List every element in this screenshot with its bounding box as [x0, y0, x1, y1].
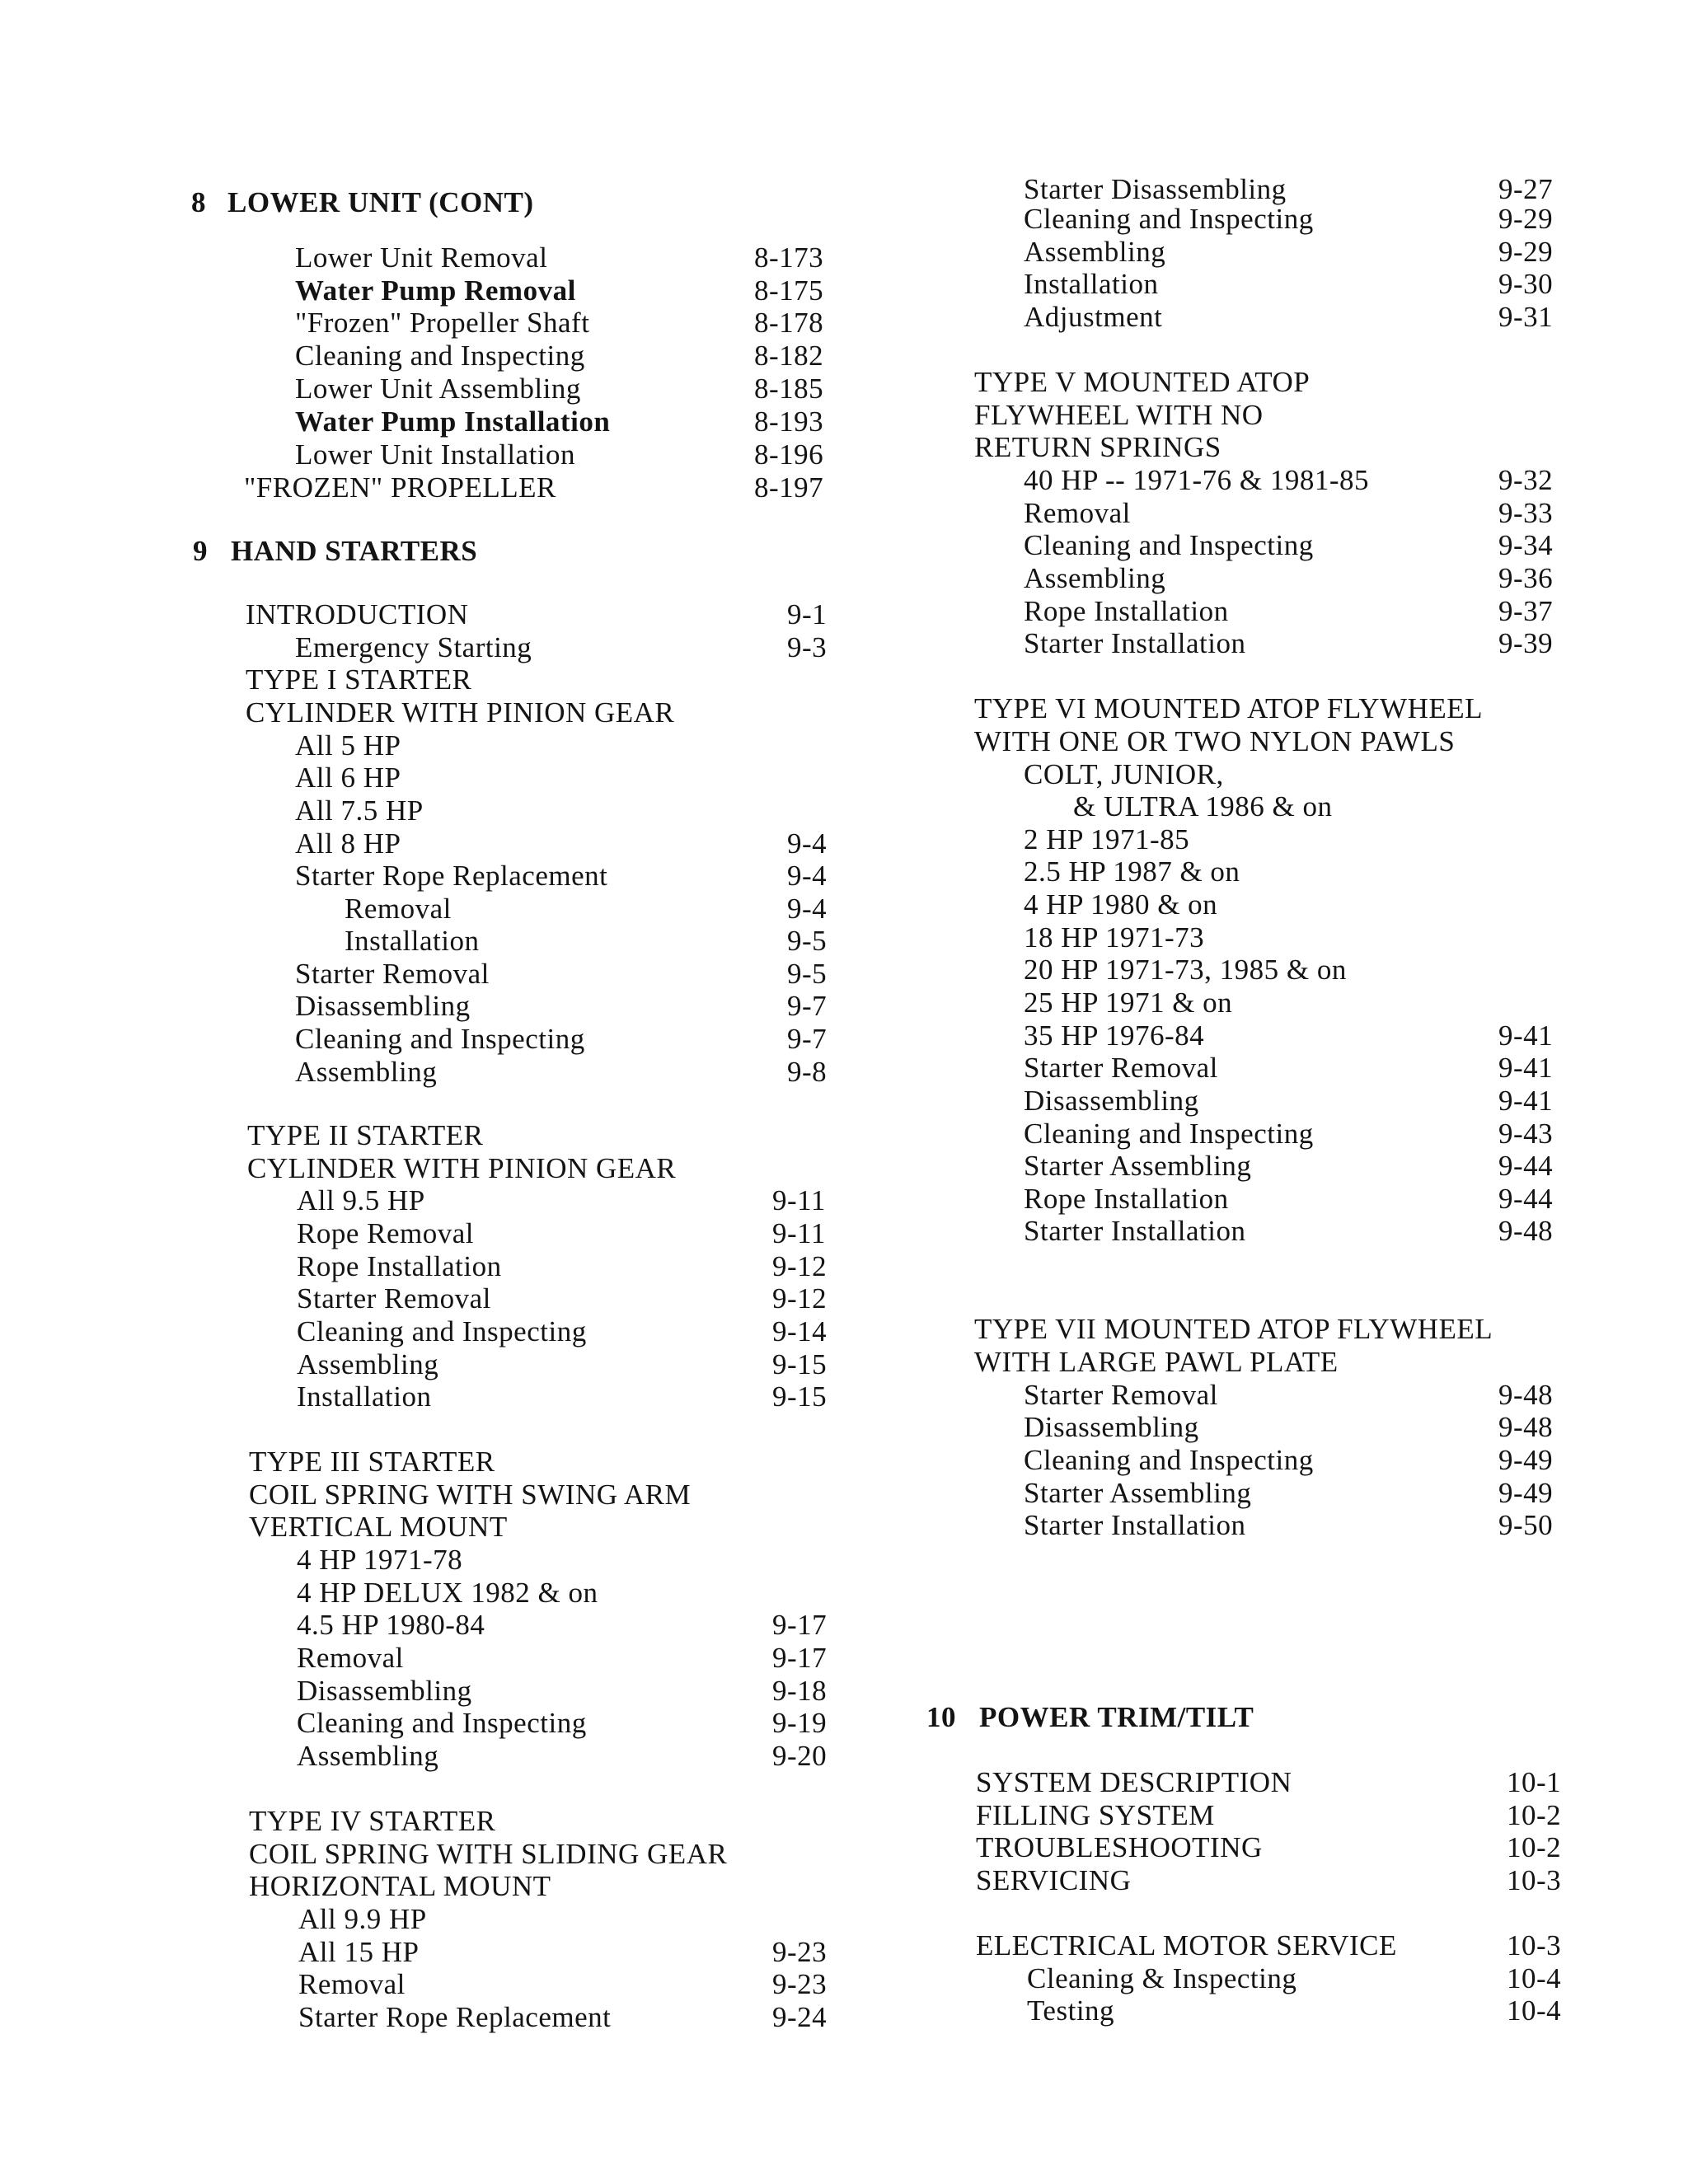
toc-entry	[844, 1085, 1688, 1118]
toc-page-number: 9-32	[1498, 464, 1554, 496]
toc-entry	[0, 1870, 844, 1903]
toc-page-number: 9-5	[787, 958, 828, 990]
toc-entry-label: 4.5 HP 1980-84	[297, 1609, 485, 1641]
toc-page-number: 9-49	[1498, 1444, 1554, 1476]
toc-entry	[844, 758, 1688, 791]
toc-entry-label: INTRODUCTION	[246, 598, 469, 630]
toc-entry-label: SERVICING	[976, 1864, 1132, 1896]
toc-entry	[0, 1023, 844, 1056]
toc-entry	[0, 1217, 844, 1250]
toc-entry	[0, 1184, 844, 1217]
toc-entry	[844, 1411, 1688, 1444]
toc-page-number: 9-30	[1498, 268, 1554, 300]
toc-entry	[0, 762, 844, 794]
toc-page-number: 9-18	[772, 1675, 828, 1707]
toc-entry-label: WITH ONE OR TWO NYLON PAWLS	[974, 725, 1456, 757]
toc-page-number: 9-44	[1498, 1150, 1554, 1182]
toc-entry	[844, 1799, 1688, 1832]
toc-entry-label: Starter Installation	[1024, 1215, 1246, 1247]
toc-page-number: 10-2	[1507, 1831, 1562, 1863]
toc-entry	[844, 790, 1688, 823]
toc-entry-label: Installation	[345, 925, 480, 957]
toc-entry-label: Starter Rope Replacement	[295, 860, 608, 892]
toc-entry	[0, 1315, 844, 1348]
toc-page-number: 9-48	[1498, 1379, 1554, 1411]
toc-entry	[844, 627, 1688, 660]
toc-entry-label: Cleaning and Inspecting	[1024, 529, 1314, 561]
section-number: 10	[926, 1701, 956, 1733]
toc-entry	[844, 431, 1688, 464]
toc-page-number: 9-48	[1498, 1215, 1554, 1247]
toc-page-number: 9-4	[787, 860, 828, 892]
toc-entry-label: FILLING SYSTEM	[976, 1799, 1215, 1831]
toc-entry-label: 4 HP DELUX 1982 & on	[297, 1577, 598, 1609]
toc-entry	[844, 1313, 1688, 1346]
toc-page-number: 9-4	[787, 893, 828, 925]
toc-entry-label: Rope Installation	[297, 1250, 502, 1282]
toc-entry-label: Assembling	[295, 1056, 438, 1088]
toc-entry	[844, 203, 1688, 236]
toc-page-number: 9-11	[772, 1184, 826, 1216]
toc-page-number: 9-14	[772, 1315, 828, 1347]
toc-entry-label: Assembling	[297, 1740, 439, 1772]
toc-entry-label: Starter Installation	[1024, 1509, 1246, 1541]
toc-entry-label: Cleaning & Inspecting	[1027, 1962, 1297, 1994]
toc-entry	[0, 1250, 844, 1283]
toc-entry-label: 35 HP 1976-84	[1024, 1019, 1205, 1052]
section-title: HAND STARTERS	[231, 535, 478, 567]
toc-entry	[0, 827, 844, 860]
toc-entry-label: Starter Removal	[1024, 1052, 1218, 1084]
toc-page-number: 9-43	[1498, 1118, 1554, 1150]
toc-entry-label: All 15 HP	[298, 1936, 420, 1968]
toc-page-number: 9-29	[1498, 236, 1554, 268]
toc-entry-label: All 9.9 HP	[298, 1903, 427, 1935]
toc-entry	[0, 1675, 844, 1708]
toc-entry-label: TYPE VI MOUNTED ATOP FLYWHEEL	[974, 692, 1484, 724]
toc-entry-label: Disassembling	[1024, 1411, 1199, 1443]
toc-page-number: 9-8	[787, 1056, 828, 1088]
toc-entry-label: Cleaning and Inspecting	[295, 340, 585, 372]
toc-entry	[844, 921, 1688, 954]
toc-entry	[0, 241, 844, 274]
toc-entry-label: Starter Disassembling	[1024, 173, 1287, 205]
toc-entry	[844, 1477, 1688, 1510]
toc-page-number: 9-20	[772, 1740, 828, 1772]
toc-entry	[0, 990, 844, 1023]
toc-page-number: 9-15	[772, 1348, 828, 1380]
toc-entry-label: Water Pump Removal	[295, 274, 576, 307]
toc-page-number: 9-39	[1498, 627, 1554, 659]
toc-entry	[0, 1903, 844, 1936]
toc-entry	[0, 274, 844, 307]
toc-entry-label: Lower Unit Assembling	[295, 373, 581, 405]
toc-entry	[844, 366, 1688, 399]
toc-page-number: 9-41	[1498, 1085, 1554, 1117]
toc-entry	[0, 696, 844, 729]
toc-entry-label: Rope Installation	[1024, 595, 1229, 627]
toc-entry	[0, 1707, 844, 1740]
toc-entry-label: TYPE V MOUNTED ATOP	[974, 366, 1311, 398]
toc-entry-label: Removal	[297, 1642, 404, 1674]
toc-entry-label: RETURN SPRINGS	[974, 431, 1221, 463]
toc-page-number: 9-50	[1498, 1509, 1554, 1541]
toc-entry-label: HORIZONTAL MOUNT	[249, 1870, 551, 1902]
toc-entry-label: Disassembling	[1024, 1085, 1199, 1117]
toc-entry-label: Cleaning and Inspecting	[1024, 1444, 1314, 1476]
toc-page-number: 9-24	[772, 2001, 828, 2033]
toc-entry	[0, 1577, 844, 1610]
toc-page-number: 9-3	[787, 631, 828, 663]
toc-entry	[0, 1479, 844, 1511]
toc-entry	[844, 1766, 1688, 1799]
toc-page-number: 8-182	[754, 340, 824, 372]
toc-page-number: 9-12	[772, 1250, 828, 1282]
toc-page-number: 8-178	[754, 307, 824, 339]
toc-entry-label: 2.5 HP 1987 & on	[1024, 855, 1240, 888]
toc-page-number: 9-36	[1498, 562, 1554, 594]
toc-entry-label: 4 HP 1971-78	[297, 1544, 463, 1576]
toc-entry-label: TROUBLESHOOTING	[976, 1831, 1263, 1863]
toc-entry-label: 2 HP 1971-85	[1024, 823, 1190, 855]
section-number: 8	[191, 186, 206, 218]
toc-entry-label: Adjustment	[1024, 301, 1163, 333]
toc-entry	[844, 173, 1688, 206]
toc-entry	[0, 1446, 844, 1479]
toc-entry	[0, 373, 844, 405]
toc-entry	[844, 529, 1688, 562]
toc-page-number: 9-7	[787, 1023, 828, 1055]
toc-entry-label: Cleaning and Inspecting	[297, 1707, 587, 1739]
toc-entry	[0, 438, 844, 471]
toc-entry-label: Cleaning and Inspecting	[1024, 203, 1314, 235]
toc-entry	[844, 301, 1688, 334]
toc-page-number: 8-185	[754, 373, 824, 405]
toc-page-number: 9-15	[772, 1380, 828, 1413]
toc-entry-label: COLT, JUNIOR,	[1024, 758, 1224, 790]
toc-entry-label: 18 HP 1971-73	[1024, 921, 1205, 954]
toc-entry	[0, 860, 844, 893]
toc-entry-label: SYSTEM DESCRIPTION	[976, 1766, 1292, 1798]
toc-page-number: 9-11	[772, 1217, 826, 1249]
toc-entry	[844, 268, 1688, 301]
toc-entry-label: Rope Installation	[1024, 1183, 1229, 1215]
toc-entry-label: VERTICAL MOUNT	[249, 1511, 508, 1543]
toc-page-number: 9-31	[1498, 301, 1554, 333]
toc-page-number: 9-17	[772, 1609, 828, 1641]
toc-entry	[844, 725, 1688, 758]
toc-page-number: 9-44	[1498, 1183, 1554, 1215]
toc-page-number: 9-12	[772, 1282, 828, 1315]
toc-entry-label: CYLINDER WITH PINION GEAR	[246, 696, 675, 729]
toc-entry-label: "Frozen" Propeller Shaft	[295, 307, 590, 339]
toc-entry-label: All 8 HP	[295, 827, 401, 860]
toc-entry-label: Water Pump Installation	[295, 405, 611, 438]
toc-entry-label: Lower Unit Installation	[295, 438, 576, 471]
toc-page-number: 9-1	[787, 598, 828, 630]
toc-entry	[844, 1150, 1688, 1183]
toc-entry-label: Cleaning and Inspecting	[1024, 1118, 1314, 1150]
toc-entry-label: Assembling	[1024, 236, 1166, 268]
toc-page-number: 9-5	[787, 925, 828, 957]
toc-page-number: 9-27	[1498, 173, 1554, 205]
toc-entry	[0, 1380, 844, 1413]
toc-entry	[0, 598, 844, 631]
toc-entry	[0, 405, 844, 438]
section-heading	[844, 1701, 1688, 1734]
toc-entry-label: Rope Removal	[297, 1217, 474, 1249]
toc-entry-label: Testing	[1027, 1994, 1115, 2027]
toc-page-number: 9-23	[772, 1936, 828, 1968]
toc-entry	[844, 1962, 1688, 1995]
toc-page-number: 10-2	[1507, 1799, 1562, 1831]
toc-entry	[0, 1056, 844, 1089]
toc-entry-label: Assembling	[297, 1348, 439, 1380]
toc-entry-label: Starter Installation	[1024, 627, 1246, 659]
toc-page-number: 9-33	[1498, 497, 1554, 529]
toc-entry	[0, 1609, 844, 1642]
toc-page-number: 9-29	[1498, 203, 1554, 235]
toc-entry-label: WITH LARGE PAWL PLATE	[974, 1346, 1339, 1378]
toc-page-number: 8-196	[754, 438, 824, 471]
toc-entry	[0, 1936, 844, 1969]
toc-entry	[0, 471, 844, 504]
toc-entry	[844, 562, 1688, 595]
toc-entry-label: Starter Rope Replacement	[298, 2001, 612, 2033]
toc-entry-label: Removal	[345, 893, 452, 925]
toc-entry	[844, 1444, 1688, 1477]
toc-entry	[0, 729, 844, 762]
toc-entry	[844, 954, 1688, 987]
toc-entry	[0, 1282, 844, 1315]
section-number: 9	[193, 535, 208, 567]
toc-entry-label: Installation	[1024, 268, 1159, 300]
toc-page-number: 9-17	[772, 1642, 828, 1674]
toc-entry-label: Lower Unit Removal	[295, 241, 548, 274]
toc-entry	[844, 1019, 1688, 1052]
toc-entry	[0, 1544, 844, 1577]
toc-page-number: 9-48	[1498, 1411, 1554, 1443]
toc-entry	[844, 888, 1688, 921]
toc-page-number: 10-4	[1507, 1994, 1562, 2027]
toc-entry-label: Starter Assembling	[1024, 1150, 1252, 1182]
toc-entry-label: Removal	[298, 1968, 406, 2000]
toc-entry-label: CYLINDER WITH PINION GEAR	[247, 1152, 677, 1184]
toc-page-number: 10-3	[1507, 1929, 1562, 1961]
toc-entry-label: All 6 HP	[295, 762, 401, 794]
toc-entry-label: FLYWHEEL WITH NO	[974, 399, 1264, 431]
toc-entry-label: "FROZEN" PROPELLER	[244, 471, 556, 504]
toc-entry-label: Installation	[297, 1380, 432, 1413]
toc-entry-label: 4 HP 1980 & on	[1024, 888, 1218, 921]
toc-entry-label: Starter Removal	[1024, 1379, 1218, 1411]
toc-entry	[844, 823, 1688, 856]
toc-page-number: 10-3	[1507, 1864, 1562, 1896]
toc-entry-label: 20 HP 1971-73, 1985 & on	[1024, 954, 1347, 986]
toc-entry	[0, 1805, 844, 1838]
section-heading	[0, 186, 844, 219]
toc-entry	[0, 925, 844, 958]
toc-entry-label: Removal	[1024, 497, 1131, 529]
toc-entry	[0, 1968, 844, 2001]
toc-entry	[844, 399, 1688, 432]
toc-page-number: 8-175	[754, 274, 824, 307]
toc-entry-label: Assembling	[1024, 562, 1166, 594]
toc-entry	[0, 1348, 844, 1381]
toc-entry	[844, 1509, 1688, 1542]
toc-entry	[844, 1831, 1688, 1864]
toc-entry	[844, 1379, 1688, 1412]
toc-entry-label: All 9.5 HP	[297, 1184, 425, 1216]
toc-entry	[0, 307, 844, 340]
toc-entry	[844, 464, 1688, 497]
toc-entry	[844, 1052, 1688, 1085]
toc-entry	[0, 663, 844, 696]
toc-entry-label: Starter Assembling	[1024, 1477, 1252, 1509]
section-title: LOWER UNIT (CONT)	[227, 186, 534, 218]
toc-entry	[0, 340, 844, 373]
toc-entry	[0, 1119, 844, 1152]
toc-entry-label: All 5 HP	[295, 729, 401, 762]
toc-entry	[0, 958, 844, 991]
toc-entry	[844, 1864, 1688, 1897]
toc-entry-label: 25 HP 1971 & on	[1024, 987, 1233, 1019]
toc-page-number: 9-34	[1498, 529, 1554, 561]
toc-entry	[0, 893, 844, 926]
toc-entry	[844, 1346, 1688, 1379]
toc-entry-label: Disassembling	[295, 990, 471, 1022]
toc-entry	[844, 595, 1688, 628]
toc-entry	[844, 1118, 1688, 1151]
section-heading	[0, 535, 844, 568]
toc-page-number: 9-37	[1498, 595, 1554, 627]
toc-entry-label: Starter Removal	[297, 1282, 491, 1315]
toc-entry	[0, 1838, 844, 1871]
toc-page-number: 8-173	[754, 241, 824, 274]
toc-entry	[844, 1215, 1688, 1248]
toc-page-number: 8-197	[754, 471, 824, 504]
toc-entry-label: Emergency Starting	[295, 631, 532, 663]
toc-entry-label: & ULTRA 1986 & on	[1073, 790, 1333, 823]
toc-entry	[844, 1994, 1688, 2027]
toc-page-number: 9-49	[1498, 1477, 1554, 1509]
toc-page-number: 9-19	[772, 1707, 828, 1739]
toc-entry-label: Disassembling	[297, 1675, 472, 1707]
toc-entry-label: TYPE III STARTER	[249, 1446, 495, 1478]
toc-page-number: 10-1	[1507, 1766, 1562, 1798]
toc-entry-label: COIL SPRING WITH SWING ARM	[249, 1479, 692, 1511]
toc-entry	[0, 794, 844, 827]
toc-entry	[844, 855, 1688, 888]
toc-entry	[0, 1740, 844, 1773]
toc-entry	[844, 497, 1688, 530]
toc-entry-label: All 7.5 HP	[295, 794, 424, 827]
toc-page-number: 9-41	[1498, 1019, 1554, 1052]
toc-page-number: 10-4	[1507, 1962, 1562, 1994]
toc-entry	[0, 1642, 844, 1675]
toc-entry	[0, 1511, 844, 1544]
toc-entry-label: Starter Removal	[295, 958, 490, 990]
toc-entry-label: TYPE II STARTER	[247, 1119, 484, 1151]
toc-entry-label: COIL SPRING WITH SLIDING GEAR	[249, 1838, 728, 1870]
toc-page-number: 9-23	[772, 1968, 828, 2000]
toc-entry	[0, 1152, 844, 1185]
toc-entry	[0, 2001, 844, 2034]
section-title: POWER TRIM/TILT	[979, 1701, 1254, 1733]
toc-entry	[0, 631, 844, 664]
toc-entry-label: 40 HP -- 1971-76 & 1981-85	[1024, 464, 1370, 496]
toc-page-number: 9-4	[787, 827, 828, 860]
toc-entry-label: Cleaning and Inspecting	[295, 1023, 585, 1055]
toc-entry-label: ELECTRICAL MOTOR SERVICE	[976, 1929, 1397, 1961]
toc-page-number: 8-193	[754, 405, 824, 438]
toc-entry-label: Cleaning and Inspecting	[297, 1315, 587, 1347]
toc-entry	[844, 236, 1688, 269]
toc-page-number: 9-41	[1498, 1052, 1554, 1084]
toc-entry	[844, 1929, 1688, 1962]
toc-entry-label: TYPE VII MOUNTED ATOP FLYWHEEL	[974, 1313, 1493, 1345]
toc-entry	[844, 1183, 1688, 1216]
toc-entry-label: TYPE IV STARTER	[249, 1805, 496, 1837]
toc-page-number: 9-7	[787, 990, 828, 1022]
toc-entry	[844, 692, 1688, 725]
toc-entry	[844, 987, 1688, 1019]
toc-entry-label: TYPE I STARTER	[246, 663, 472, 696]
